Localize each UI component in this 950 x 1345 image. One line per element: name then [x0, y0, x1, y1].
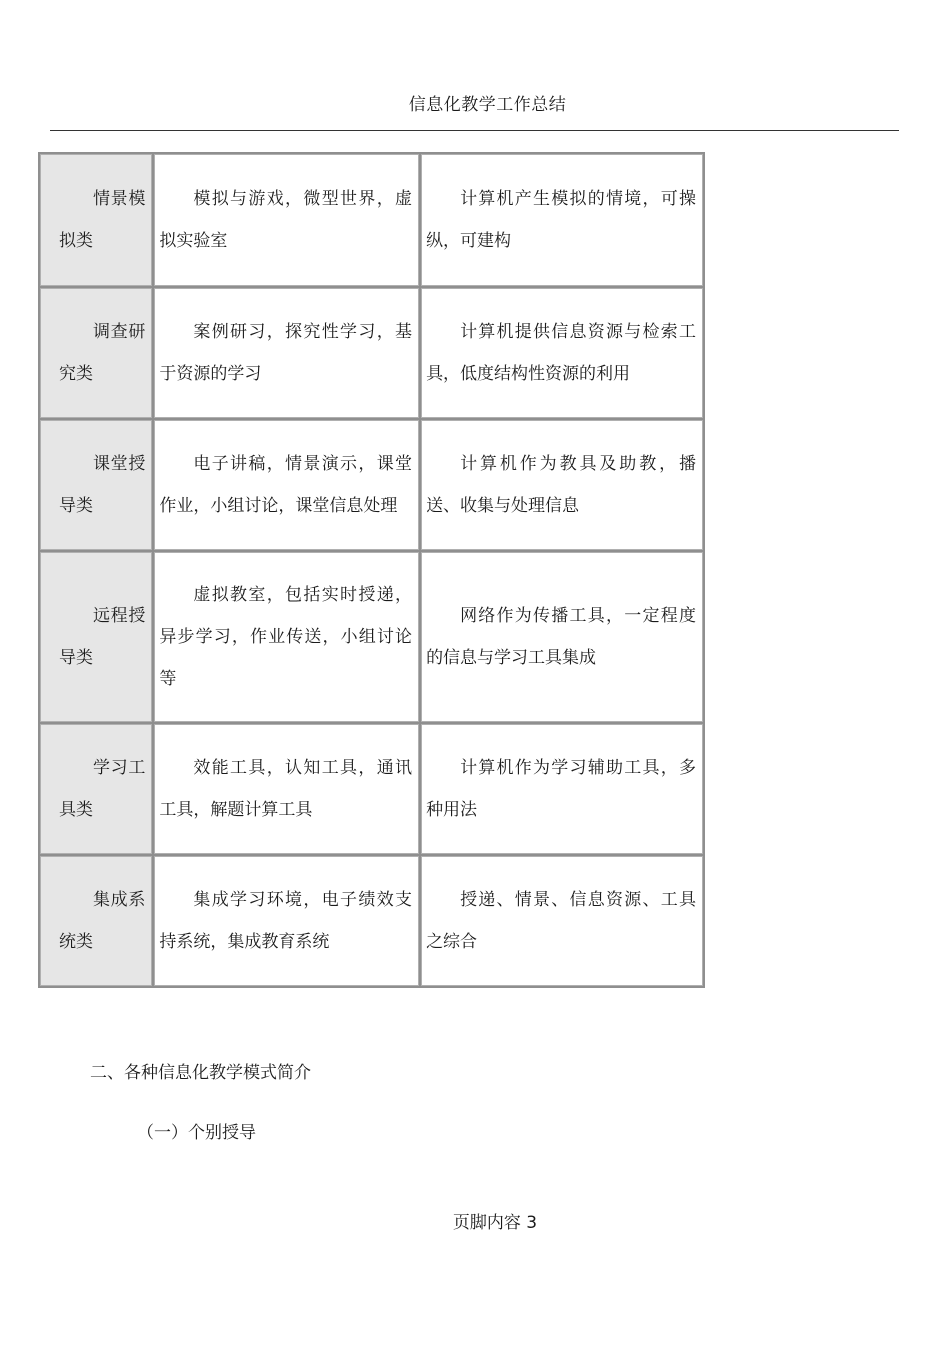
category-cell: 课堂授导类 — [40, 420, 152, 550]
role-cell: 网络作为传播工具，一定程度的信息与学习工具集成 — [421, 552, 703, 722]
role-cell: 授递、情景、信息资源、工具之综合 — [421, 856, 703, 986]
examples-cell: 案例研习，探究性学习，基于资源的学习 — [154, 288, 419, 418]
role-cell: 计算机提供信息资源与检索工具，低度结构性资源的利用 — [421, 288, 703, 418]
category-cell: 远程授导类 — [40, 552, 152, 722]
subsection-heading: （一）个别授导 — [137, 1123, 256, 1143]
table-row — [40, 154, 703, 286]
role-cell: 计算机作为学习辅助工具，多种用法 — [421, 724, 703, 854]
category-cell: 调查研究类 — [40, 288, 152, 418]
category-cell: 情景模拟类 — [40, 154, 152, 286]
header-divider — [50, 130, 899, 131]
examples-cell: 模拟与游戏，微型世界，虚拟实验室 — [154, 154, 419, 286]
section-heading: 二、各种信息化教学模式简介 — [90, 1063, 311, 1083]
examples-cell: 效能工具，认知工具，通讯工具，解题计算工具 — [154, 724, 419, 854]
page-footer: 页脚内容 3 — [452, 1213, 538, 1233]
examples-cell: 集成学习环境，电子绩效支持系统，集成教育系统 — [154, 856, 419, 986]
table-row — [40, 552, 703, 722]
page-header: 信息化教学工作总结 — [408, 95, 567, 115]
category-cell: 学习工具类 — [40, 724, 152, 854]
examples-cell: 虚拟教室，包括实时授递，异步学习，作业传送，小组讨论等 — [154, 552, 419, 722]
table-row — [40, 856, 703, 986]
table-row — [40, 420, 703, 550]
category-cell: 集成系统类 — [40, 856, 152, 986]
examples-cell: 电子讲稿，情景演示，课堂作业，小组讨论，课堂信息处理 — [154, 420, 419, 550]
role-cell: 计算机作为教具及助教，播送、收集与处理信息 — [421, 420, 703, 550]
teaching-mode-table — [38, 152, 705, 988]
table-row — [40, 288, 703, 418]
role-cell: 计算机产生模拟的情境，可操纵，可建构 — [421, 154, 703, 286]
table-row — [40, 724, 703, 854]
